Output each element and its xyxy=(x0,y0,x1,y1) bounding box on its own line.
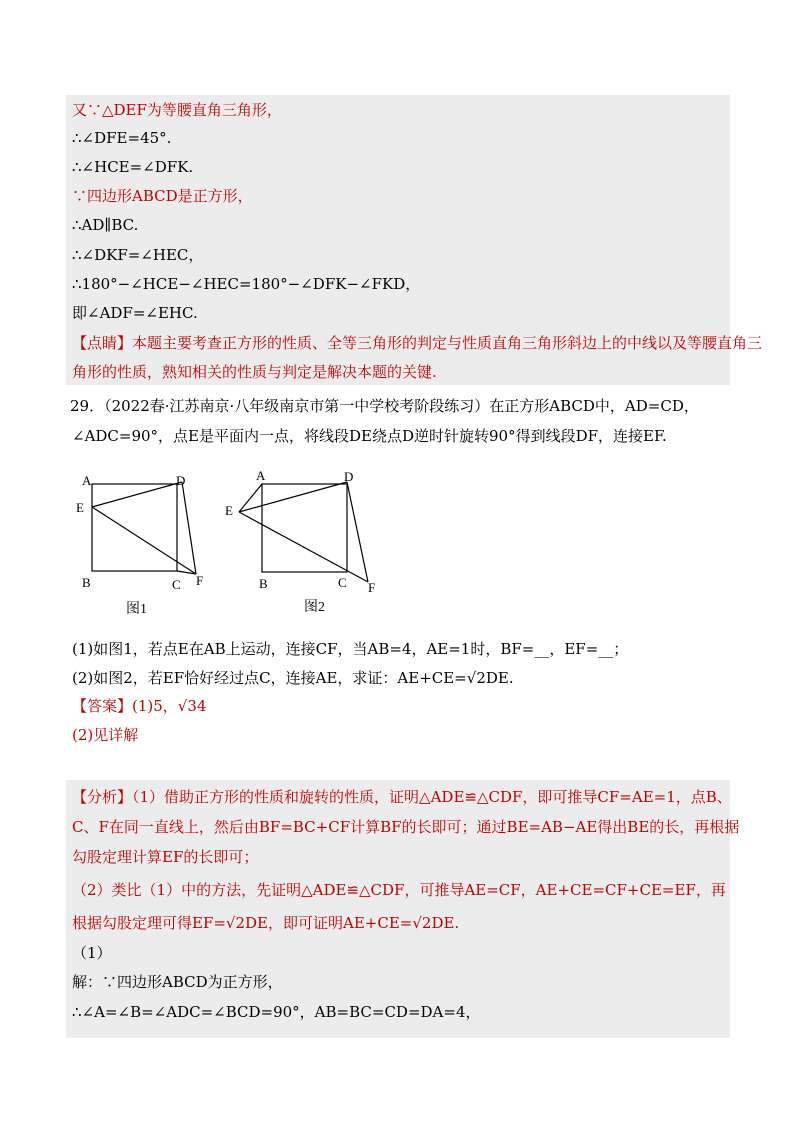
analysis-line-7: 解：∵四边形ABCD为正方形， xyxy=(72,973,283,991)
figure-1 xyxy=(92,482,196,574)
analysis-line-6: （1） xyxy=(72,944,112,962)
solution-line-3: ∴∠HCE=∠DFK. xyxy=(72,158,194,176)
tip-text-a: 本题主要考查正方形的性质、全等三角形的判定与性质直角三角形斜边上的中线以及等腰直角三 xyxy=(132,334,763,352)
analysis-tag: 【分析】 xyxy=(72,788,133,806)
fig1-label-b: B xyxy=(82,575,91,590)
fig1-label-c: C xyxy=(172,577,181,592)
fig2-caption: 图2 xyxy=(304,600,325,615)
fig1-label-e: E xyxy=(76,500,84,515)
tip-line-2: 角形的性质，熟知相关的性质与判定是解决本题的关键. xyxy=(72,363,437,381)
fig2-label-e: E xyxy=(225,503,233,518)
fig2-label-f: F xyxy=(368,580,376,595)
fig2-label-c: C xyxy=(338,575,347,590)
analysis-line-8: ∴∠A=∠B=∠ADC=∠BCD=90°，AB=BC=CD=DA=4， xyxy=(72,1003,481,1021)
analysis-line-4: （2）类比（1）中的方法，先证明△ADE≌△CDF，可推导AE=CF，AE+CE=CF+CE=EF，再 xyxy=(72,881,726,899)
question-part-2: (2)如图2，若EF恰好经过点C，连接AE，求证：AE+CE=√2DE. xyxy=(72,669,514,687)
solution-line-6: ∴∠DKF=∠HEC， xyxy=(72,246,204,264)
question-line-2: ∠ADC=90°，点E是平面内一点，将线段DE绕点D逆时针旋转90°得到线段DF，连接EF. xyxy=(72,427,667,445)
analysis-text-1: （1）借助正方形的性质和旋转的性质，证明△ADE≌△CDF，即可推导CF=AE=1，点B、 xyxy=(132,788,732,806)
analysis-line-5: 根据勾股定理可得EF=√2DE，即可证明AE+CE=√2DE. xyxy=(72,914,460,932)
solution-line-1: 又∵△DEF为等腰直角三角形， xyxy=(72,101,282,119)
question-line-1: 29．（2022春·江苏南京·八年级南京市第一中学校考阶段练习）在正方形ABCD中，AD=CD， xyxy=(70,397,699,415)
answer-line-1 xyxy=(72,696,206,716)
answer-tag: 【答案】 xyxy=(72,697,133,715)
fig2-label-b: B xyxy=(259,576,268,591)
analysis-line-2: C、F在同一直线上，然后由BF=BC+CF计算BF的长即可；通过BE=AB−AE得出BE的长，再根据 xyxy=(72,818,740,836)
solution-line-8: 即∠ADF=∠EHC. xyxy=(72,304,198,322)
solution-line-4: ∵四边形ABCD是正方形， xyxy=(72,187,253,205)
solution-line-7: ∴180°−∠HCE−∠HEC=180°−∠DFK−∠FKD， xyxy=(72,275,421,293)
fig1-label-a: A xyxy=(82,473,92,488)
fig2-label-a: A xyxy=(256,468,266,483)
fig1-label-f: F xyxy=(196,573,204,588)
solution-line-2: ∴∠DFE=45°. xyxy=(72,129,172,147)
fig1-label-d: D xyxy=(176,473,186,488)
question-part-1: (1)如图1，若点E在AB上运动，连接CF，当AB=4，AE=1时，BF=__，EF=__； xyxy=(72,640,629,658)
analysis-line-1 xyxy=(72,787,732,807)
fig1-caption: 图1 xyxy=(126,602,147,617)
fig2-label-d: D xyxy=(344,469,354,484)
answer-part-1: (1)5，√34 xyxy=(132,697,207,715)
solution-line-5: ∴AD∥BC. xyxy=(72,216,139,234)
geometry-figures xyxy=(76,468,416,618)
analysis-line-3: 勾股定理计算EF的长即可； xyxy=(72,848,259,866)
tip-line-1 xyxy=(72,333,762,353)
tip-tag: 【点睛】 xyxy=(72,334,133,352)
figure-2 xyxy=(239,482,368,582)
answer-line-2: (2)见详解 xyxy=(72,726,139,744)
